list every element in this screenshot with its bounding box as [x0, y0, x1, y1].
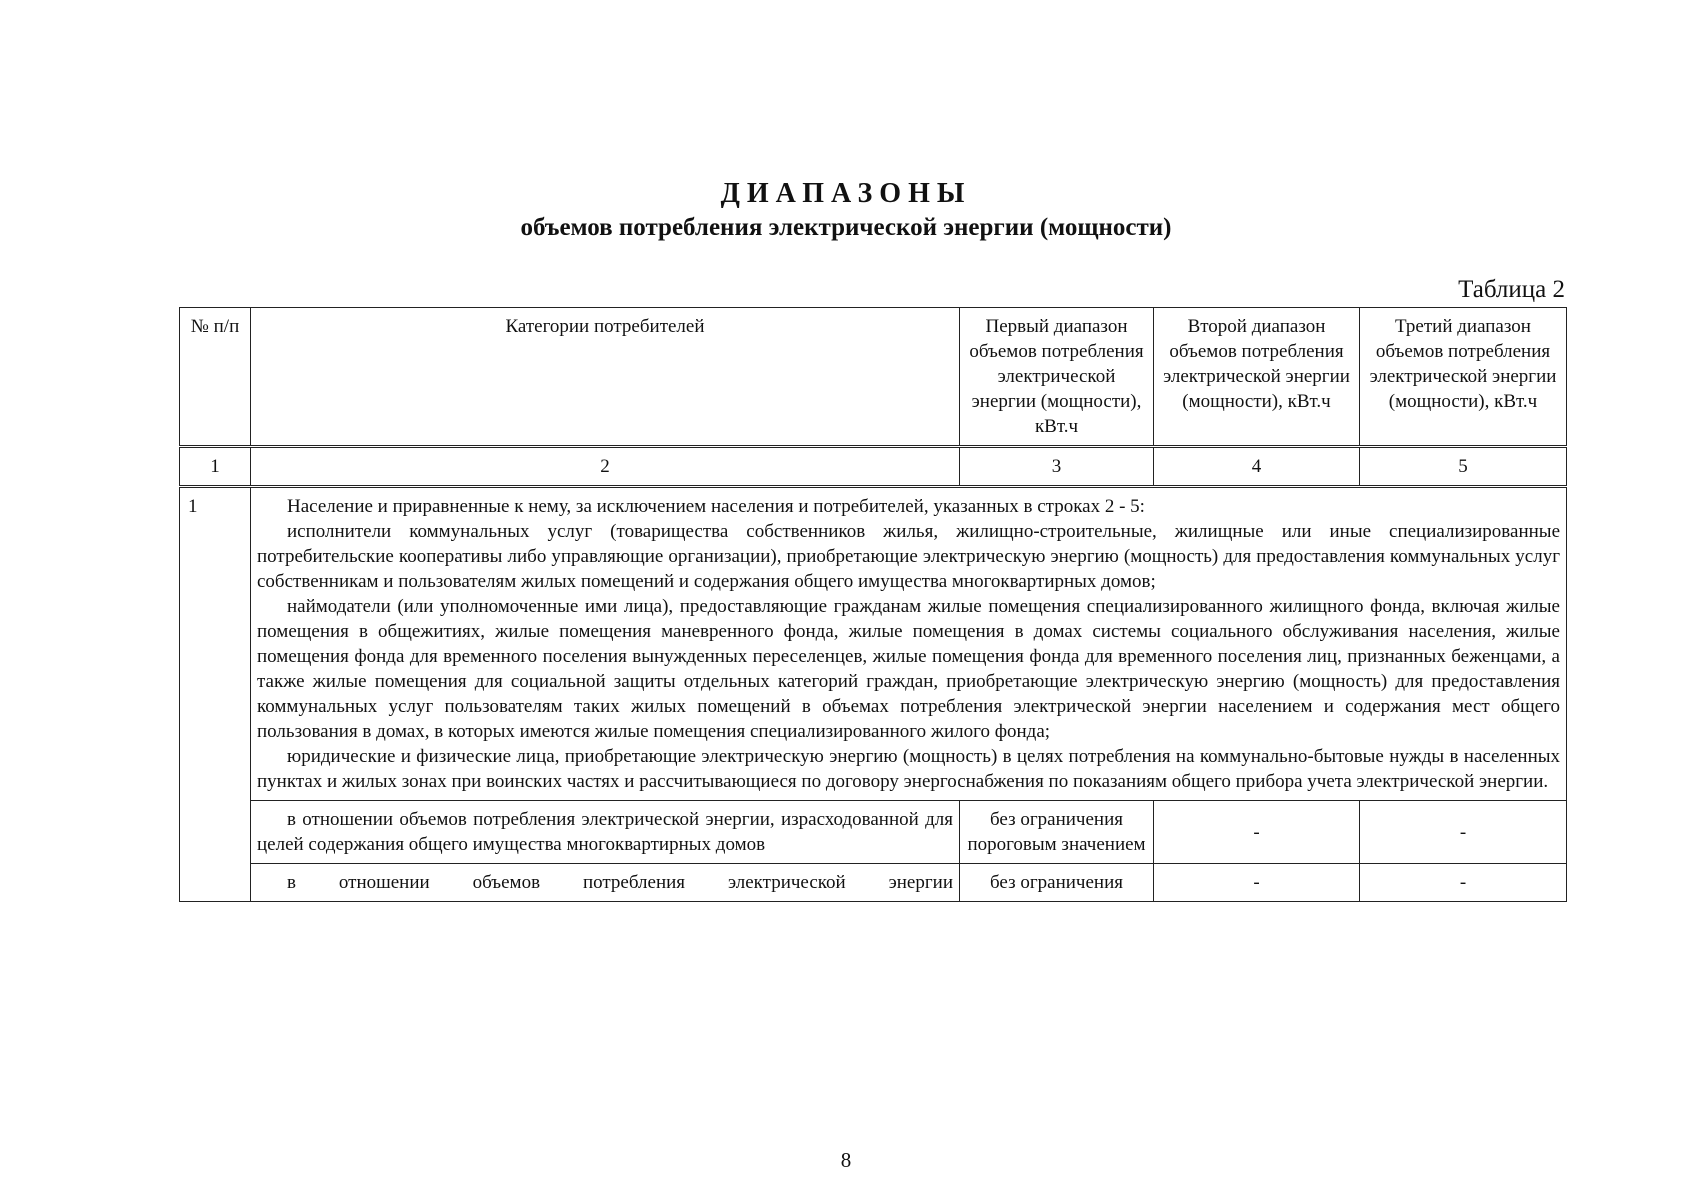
column-number-4: 4: [1154, 447, 1360, 487]
column-number-5: 5: [1360, 447, 1567, 487]
subrow-first-range: без ограничения пороговым значением: [960, 801, 1154, 864]
subrow-category-text: в отношении объемов потребления электрической энергии: [287, 872, 953, 893]
table-row: [180, 487, 1567, 801]
subrow-third-range: -: [1360, 801, 1567, 864]
row-paragraph-3: наймодатели (или уполномоченные ими лица), предоставляющие гражданам жилые помещения специализированного жилищного фонда, включая жилые помещения в общежитиях, жилые помещения маневренного фонда, жилые помещения в домах системы социального обслуживания населения, жилые помещения фонда для временного поселения вынужденных переселенцев, жилые помещения фонда для временного поселения лиц, признанных беженцами, а также жилые помещения для социальной защиты отдельных категорий граждан, приобретающие электрическую энергию (мощность) для предоставления коммунальных услуг пользователям таких жилых помещений в объемах потребления электрической энергии населением и содержания мест общего пользования в домах, в которых имеются жилые помещения специализированного жилого фонда;: [257, 596, 1560, 742]
subrow-category: [251, 801, 960, 864]
document-subtitle: объемов потребления электрической энергии (мощности): [520, 214, 1172, 241]
header-row: [180, 308, 1567, 447]
row-paragraph-4: юридические и физические лица, приобретающие электрическую энергию (мощность) в целях потребления на коммунально-бытовые нужды в населенных пунктах и жилых зонах при воинских частях и рассчитывающиеся по договору энергоснабжения по показаниям общего прибора учета электрической энергии.: [257, 746, 1560, 792]
row-description: [251, 487, 1567, 801]
page-number: 8: [840, 1148, 852, 1172]
row-paragraph-1: Население и приравненные к нему, за исключением населения и потребителей, указанных в строках 2 - 5:: [287, 496, 1145, 517]
subrow-second-range: -: [1154, 801, 1360, 864]
column-number-3: 3: [960, 447, 1154, 487]
row-paragraph-2: исполнители коммунальных услуг (товарищества собственников жилья, жилищно-строительные, жилищные или иные специализированные потребительские кооперативы либо управляющие организации), приобретающие электрическую энергию (мощность) для предоставления коммунальных услуг собственникам и пользователям жилых помещений и содержания общего имущества многоквартирных домов;: [257, 521, 1560, 592]
header-first-range: Первый диапазон объемов потребления электрической энергии (мощности), кВт.ч: [960, 308, 1154, 447]
subrow-category-text: в отношении объемов потребления электрической энергии, израсходованной для целей содержания общего имущества многоквартирных домов: [257, 809, 953, 855]
column-number-1: 1: [180, 447, 251, 487]
header-second-range: Второй диапазон объемов потребления электрической энергии (мощности), кВт.ч: [1154, 308, 1360, 447]
subrow-second-range: -: [1154, 864, 1360, 902]
table-label: Таблица 2: [1458, 276, 1565, 303]
column-number-2: 2: [251, 447, 960, 487]
header-category: Категории потребителей: [251, 308, 960, 447]
subrow-third-range: -: [1360, 864, 1567, 902]
subrow-category: [251, 864, 960, 902]
subrow-first-range: без ограничения: [960, 864, 1154, 902]
document-title: ДИАПАЗОНЫ: [720, 178, 972, 209]
row-number: 1: [180, 487, 251, 902]
header-third-range: Третий диапазон объемов потребления электрической энергии (мощности), кВт.ч: [1360, 308, 1567, 447]
header-number: № п/п: [180, 308, 251, 447]
table-subrow: [180, 864, 1567, 902]
table-subrow: [180, 801, 1567, 864]
column-number-row: [180, 447, 1567, 487]
ranges-table: [179, 307, 1567, 902]
